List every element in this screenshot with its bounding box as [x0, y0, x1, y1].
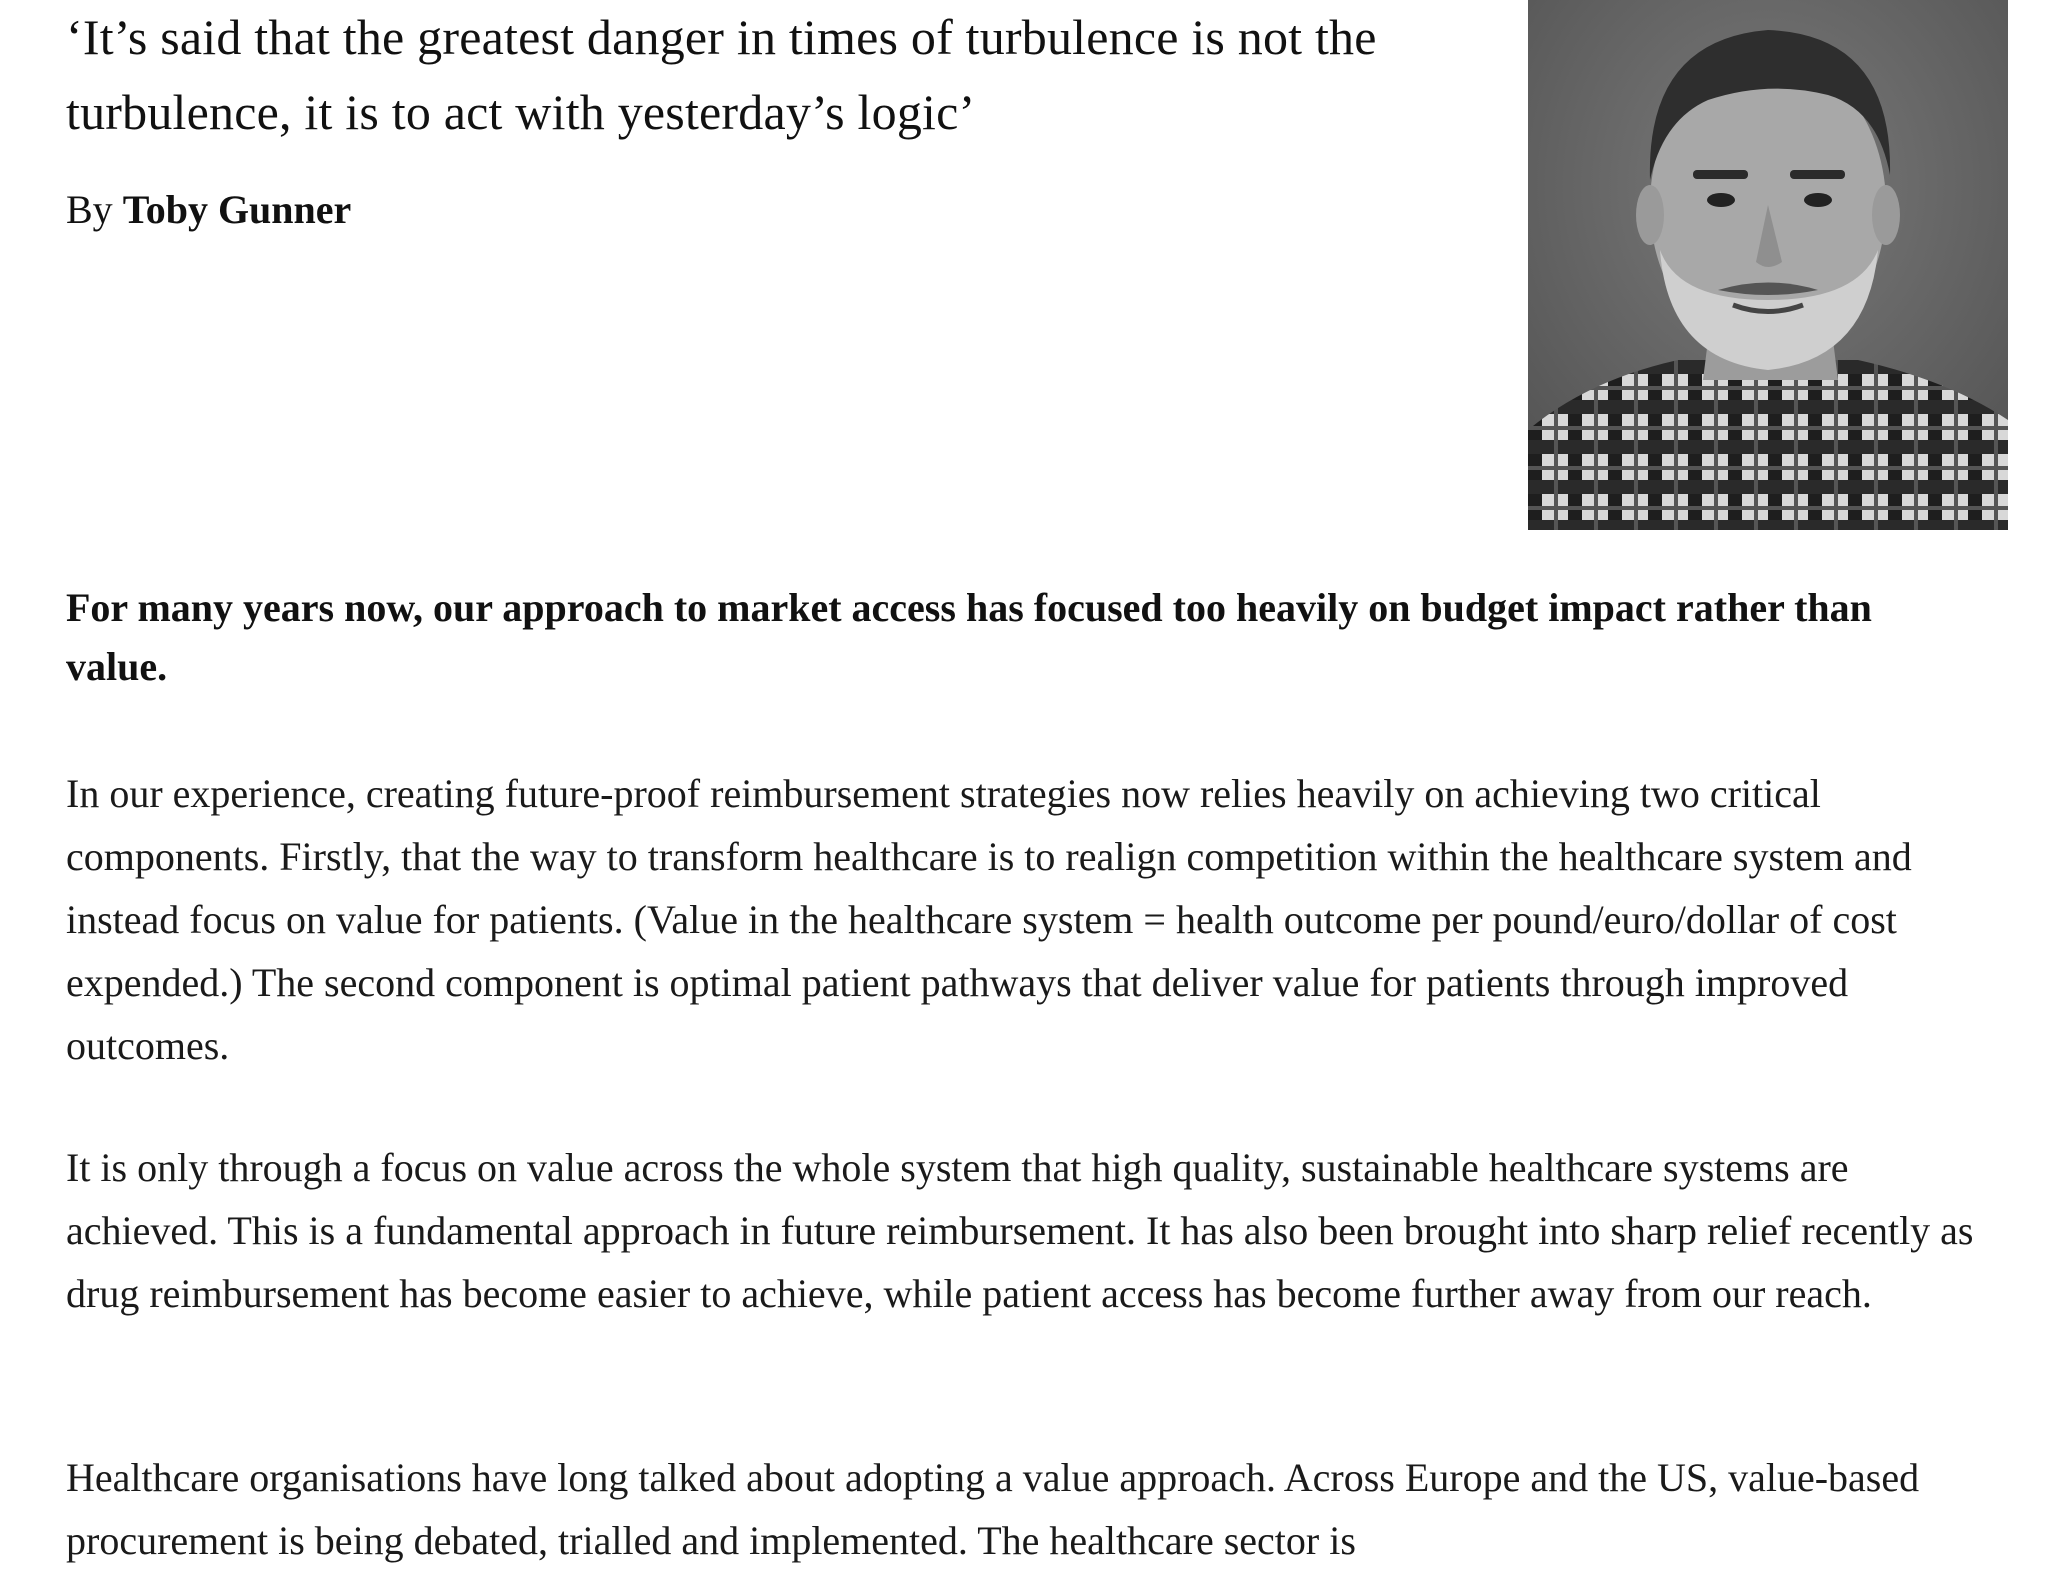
- article-paragraph-2: It is only through a focus on value across the whole system that high quality, sustainable healthcare systems are achieved. This is a fundamental approach in future reimbursement. It has also been brought into sharp relief recently as drug reimbursement has become easier to achieve, while patient access has become further away from our reach.: [66, 1145, 1974, 1316]
- byline: [66, 180, 351, 240]
- article-lead: For many years now, our approach to market access has focused too heavily on budget impact rather than value.: [66, 585, 1872, 689]
- article-paragraph-3: Healthcare organisations have long talked about adopting a value approach. Across Europe and the US, value-based procurement is being debated, trialled and implemented. The healthcare sector is: [66, 1455, 1920, 1563]
- article-headline: ‘It’s said that the greatest danger in times of turbulence is not the turbulence, it is to act with yesterday’s logic’: [66, 9, 1377, 140]
- article-paragraph-1: In our experience, creating future-proof reimbursement strategies now relies heavily on achieving two critical components. Firstly, that the way to transform healthcare is to realign competition within the healthcare system and instead focus on value for patients. (Value in the healthcare system = health outcome per pound/euro/dollar of cost expended.) The second component is optimal patient pathways that deliver value for patients through improved outcomes.: [66, 771, 1912, 1068]
- author-photo: [1528, 0, 2008, 530]
- author-name: Toby Gunner: [122, 187, 352, 232]
- byline-prefix: By: [66, 187, 123, 232]
